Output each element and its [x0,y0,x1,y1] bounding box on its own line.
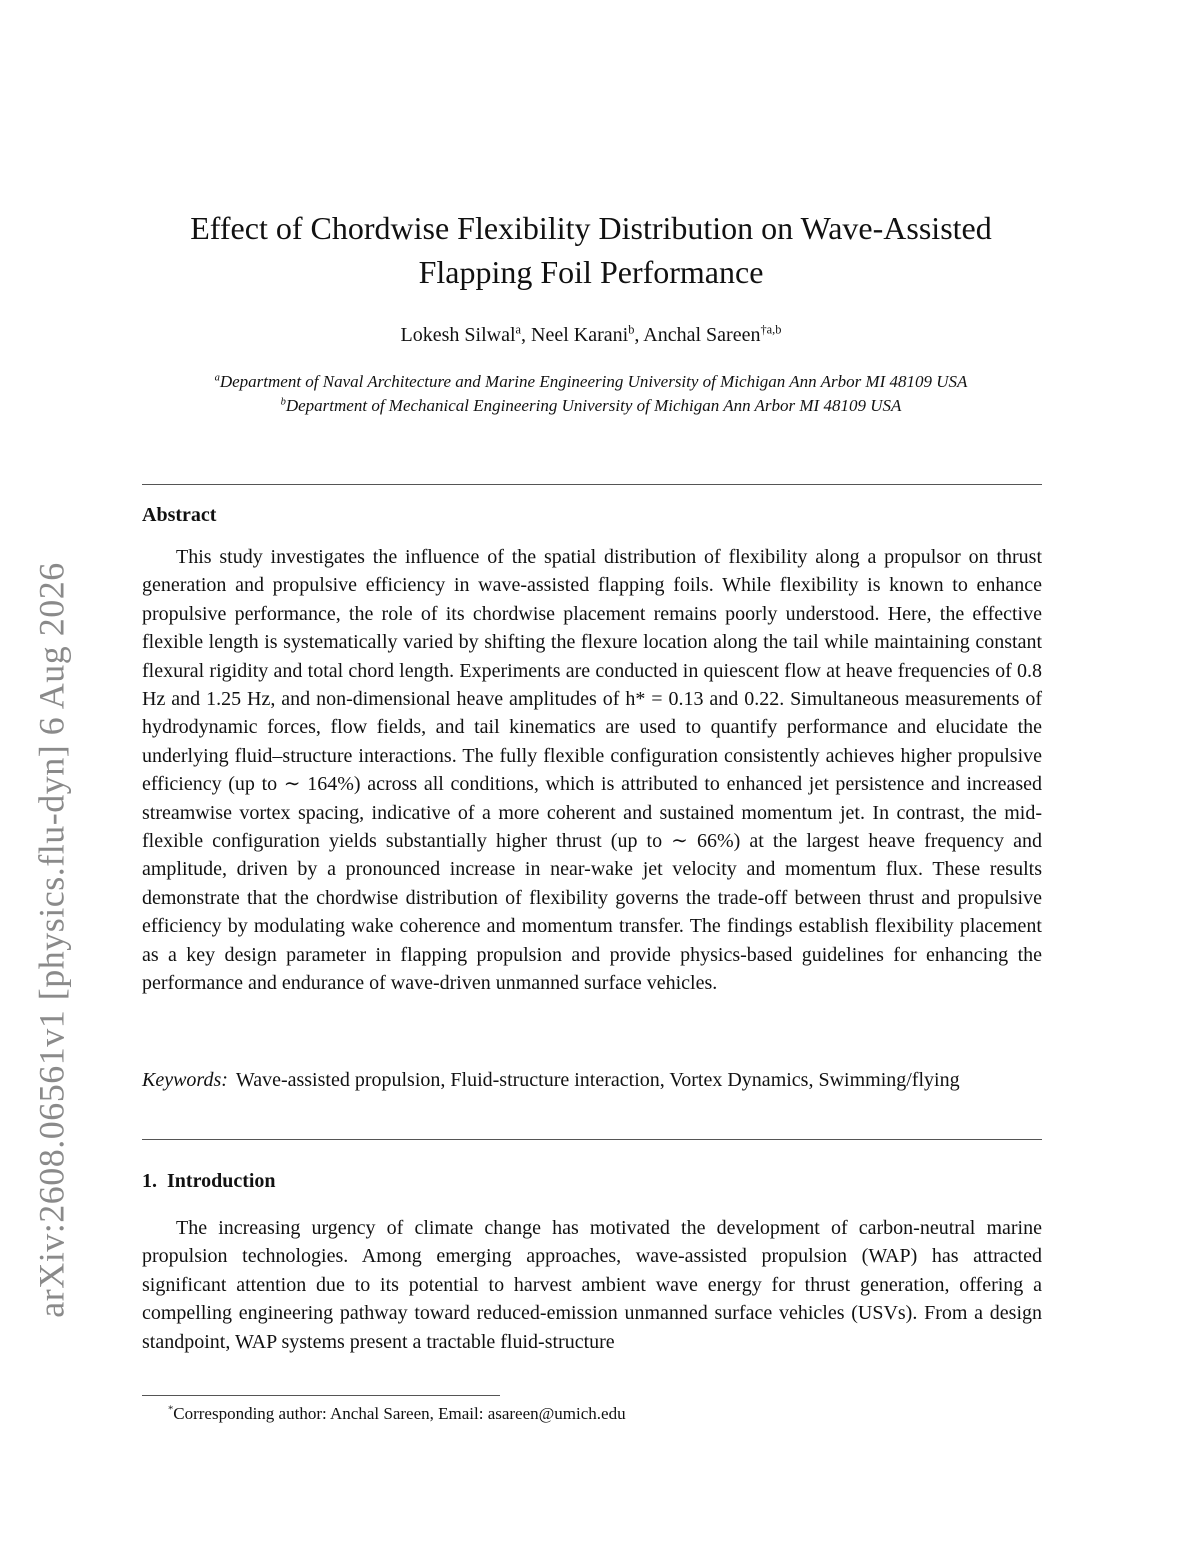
footnote-rule [142,1395,500,1396]
section-number: 1. [142,1170,157,1192]
author-2: Neel Karani$^b$, [531,322,644,346]
author-3: Anchal Sareen$^{\dagger a,b}$ [643,322,782,346]
affiliation-a: $^a$Department of Naval Architecture and Marine Engineering University of Michigan Ann Arbor MI 48109 USA [214,372,968,391]
author-1: Lokesh Silwal$^a$, [400,322,532,346]
introduction-text: The increasing urgency of climate change has motivated the development of carbon-neutral marine propulsion technologies. Among emerging approaches, wave-assisted propulsion (WAP) has attracted significant attention due to its potential to harvest ambient wave energy for thrust generation, offering a compelling engineering pathway toward reduced-emission unmanned surface vehicles (USVs). From a design standpoint, WAP systems present a tractable fluid-structure [142,1217,1042,1353]
arxiv-identifier: arXiv:2608.06561v1 [physics.flu-dyn] 6 Aug 2026 [32,562,72,1318]
keywords-label: Keywords: [142,1069,228,1091]
footnote-text: Corresponding author: Anchal Sareen, Email: asareen@umich.edu [173,1404,626,1423]
abstract-bottom-rule [142,1139,1042,1140]
paper-title: Effect of Chordwise Flexibility Distribution on Wave-Assisted Flapping Foil Performance [190,210,992,290]
affiliation-b: $^b$Department of Mechanical Engineering University of Michigan Ann Arbor MI 48109 USA [280,396,902,415]
keywords-text: Wave-assisted propulsion, Fluid-structure interaction, Vortex Dynamics, Swimming/flying [235,1069,960,1091]
section-title: Introduction [167,1170,276,1192]
author-list [140,322,1042,348]
footnote [168,1402,626,1426]
section-heading-introduction [142,1170,276,1193]
keywords [142,1066,1042,1094]
arxiv-watermark [28,530,76,1350]
affiliations [140,370,1042,418]
abstract-top-rule [142,484,1042,485]
abstract-heading: Abstract [142,504,217,526]
abstract-text: This study investigates the influence of the spatial distribution of flexibility along a propulsor on thrust generation and propulsive efficiency in wave-assisted flapping foils. While flexibility is known to enhance propulsive performance, the role of its chordwise placement remains poorly understood. Here, the effective flexible length is systematically varied by shifting the flexure location along the tail while maintaining constant flexural rigidity and total chord length. Experiments are conducted in quiescent flow at heave frequencies of 0.8 Hz and 1.25 Hz, and non-dimensional heave amplitudes of h* = 0.13 and 0.22. Simultaneous measurements of hydrodynamic forces, flow fields, and tail kinematics are used to quantify performance and elucidate the underlying fluid–structure interactions. The fully flexible configuration consistently achieves higher propulsive efficiency (up to ∼ 164%) across all conditions, which is attributed to enhanced jet persistence and increased streamwise vortex spacing, indicative of a more coherent and sustained momentum jet. In contrast, the mid-flexible configuration yields substantially higher thrust (up to ∼ 66%) at the largest heave frequency and amplitude, driven by a pronounced increase in near-wake jet velocity and momentum flux. These results demonstrate that the chordwise distribution of flexibility governs the trade-off between thrust and propulsive efficiency by modulating wake coherence and momentum transfer. The findings establish flexibility placement as a key design parameter in flapping propulsion and provide physics-based guidelines for enhancing the performance and endurance of wave-driven unmanned surface vehicles. [142,546,1042,995]
footnote-mark: * [168,1404,174,1416]
